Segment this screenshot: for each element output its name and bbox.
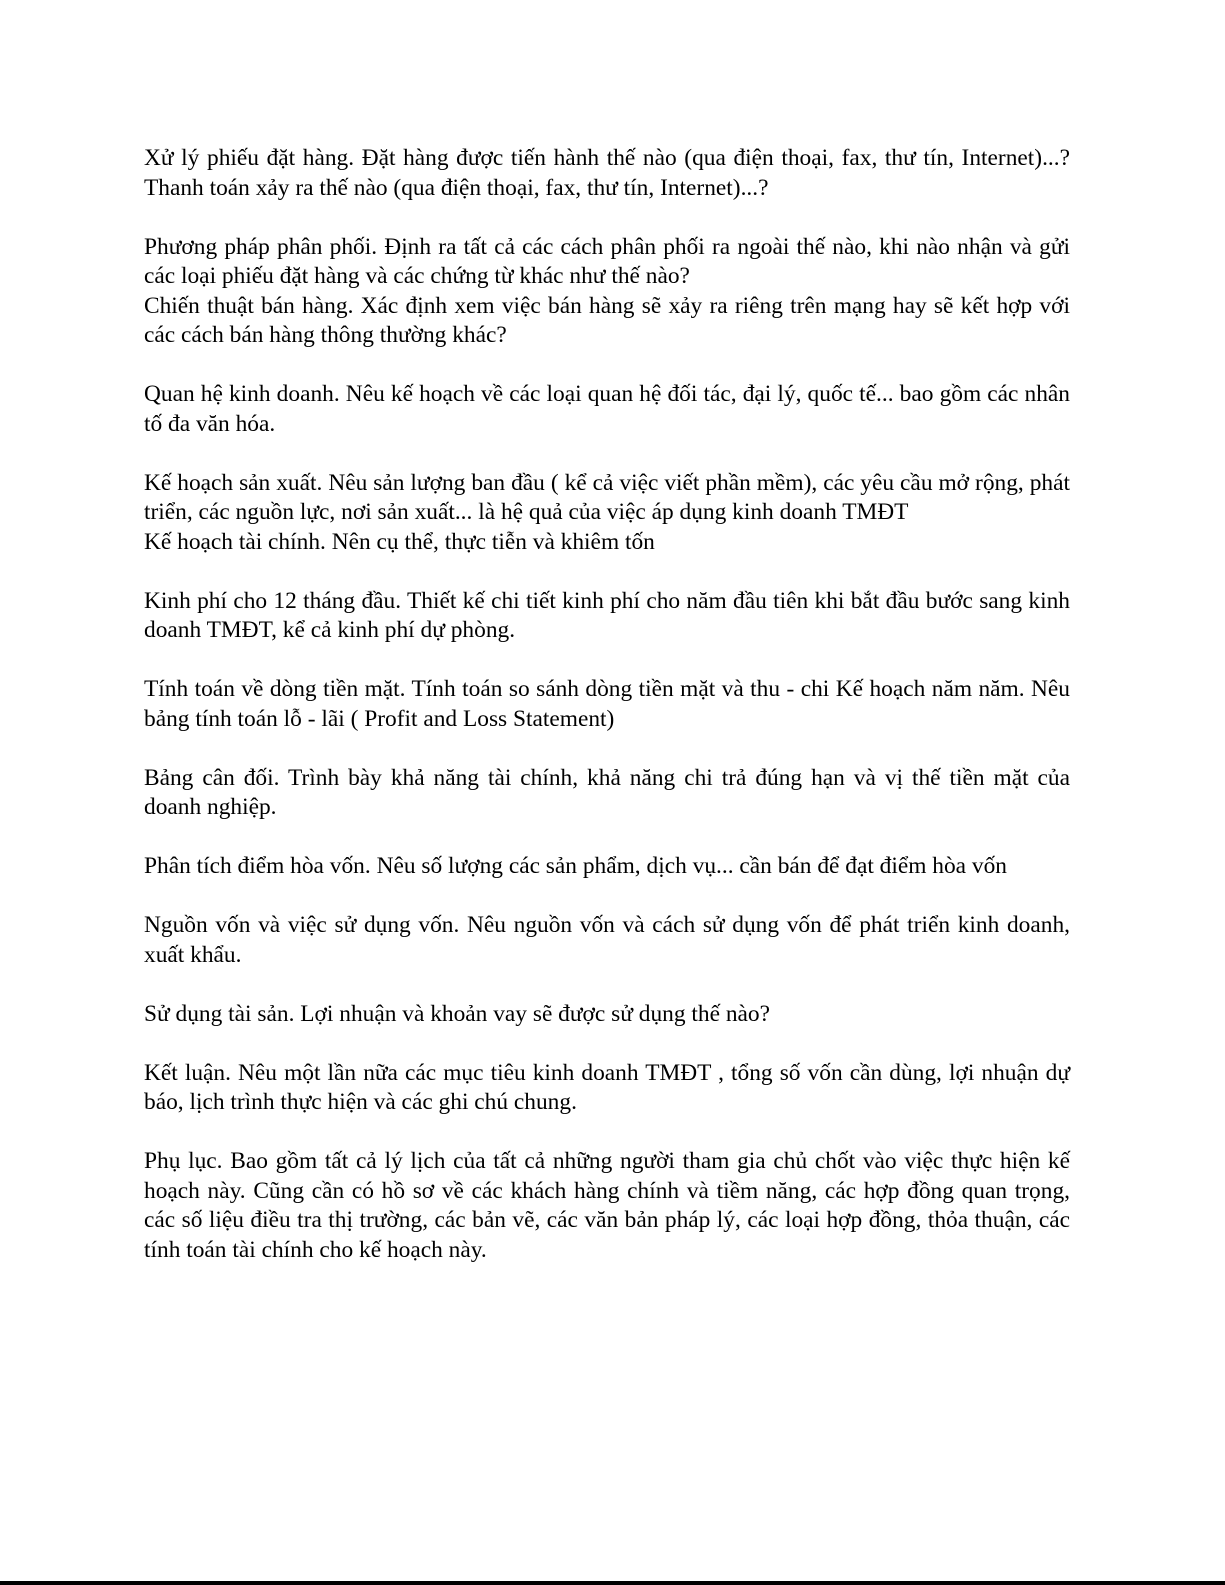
paragraph-balance-sheet: Bảng cân đối. Trình bày khả năng tài chính, khả năng chi trả đúng hạn và vị thế tiền mặt của doanh nghiệp. <box>144 764 1070 820</box>
paragraph-appendix: Phụ lục. Bao gồm tất cả lý lịch của tất cả những người tham gia chủ chốt vào việc thực hiện kế hoạch này. Cũng cần có hồ sơ về các khách hàng chính và tiềm năng, các hợp đồng quan trọng, các số liệu điều tra thị trường, các bản vẽ, các văn bản pháp lý, các loại hợp đồng, thỏa thuận, các tính toán tài chính cho kế hoạch này. <box>144 1148 1070 1263</box>
paragraph-cash-flow: Tính toán về dòng tiền mặt. Tính toán so sánh dòng tiền mặt và thu - chi Kế hoạch năm năm. Nêu bảng tính toán lỗ - lãi ( Profit and Loss Statement) <box>144 676 1070 732</box>
paragraph-capital-sources: Nguồn vốn và việc sử dụng vốn. Nêu nguồn vốn và cách sử dụng vốn để phát triển kinh doanh, xuất khẩu. <box>144 912 1070 968</box>
paragraph-distribution-method: Phương pháp phân phối. Định ra tất cả các cách phân phối ra ngoài thế nào, khi nào nhận và gửi các loại phiếu đặt hàng và các chứng từ khác như thế nào? <box>144 233 1070 289</box>
paragraph-break-even: Phân tích điểm hòa vốn. Nêu số lượng các sản phẩm, dịch vụ... cần bán để đạt điểm hòa vốn <box>144 853 1007 879</box>
paragraph-production-plan: Kế hoạch sản xuất. Nêu sản lượng ban đầu ( kể cả việc viết phần mềm), các yêu cầu mở rộng, phát triển, các nguồn lực, nơi sản xuất... là hệ quả của việc áp dụng kinh doanh TMĐT <box>144 469 1070 525</box>
paragraph-order-processing: Xử lý phiếu đặt hàng. Đặt hàng được tiến hành thế nào (qua điện thoại, fax, thư tín, Internet)...? Thanh toán xảy ra thế nào (qua điện thoại, fax, thư tín, Internet)...? <box>144 145 1070 201</box>
paragraph-first-12-months-budget: Kinh phí cho 12 tháng đầu. Thiết kế chi tiết kinh phí cho năm đầu tiên khi bắt đầu bước sang kinh doanh TMĐT, kể cả kinh phí dự phòng. <box>144 587 1070 643</box>
paragraph-business-relations: Quan hệ kinh doanh. Nêu kế hoạch về các loại quan hệ đối tác, đại lý, quốc tế... bao gồm các nhân tố đa văn hóa. <box>144 381 1070 437</box>
page-bottom-border <box>0 1581 1225 1585</box>
paragraph-conclusion: Kết luận. Nêu một lần nữa các mục tiêu kinh doanh TMĐT , tổng số vốn cần dùng, lợi nhuận dự báo, lịch trình thực hiện và các ghi chú chung. <box>144 1059 1070 1115</box>
paragraph-financial-plan: Kế hoạch tài chính. Nên cụ thể, thực tiễn và khiêm tốn <box>144 528 655 555</box>
document-body <box>144 144 1070 1265</box>
paragraph-sales-strategy: Chiến thuật bán hàng. Xác định xem việc bán hàng sẽ xảy ra riêng trên mạng hay sẽ kết hợp với các cách bán hàng thông thường khác? <box>144 292 1070 348</box>
paragraph-asset-usage: Sử dụng tài sản. Lợi nhuận và khoản vay sẽ được sử dụng thế nào? <box>144 1000 770 1027</box>
